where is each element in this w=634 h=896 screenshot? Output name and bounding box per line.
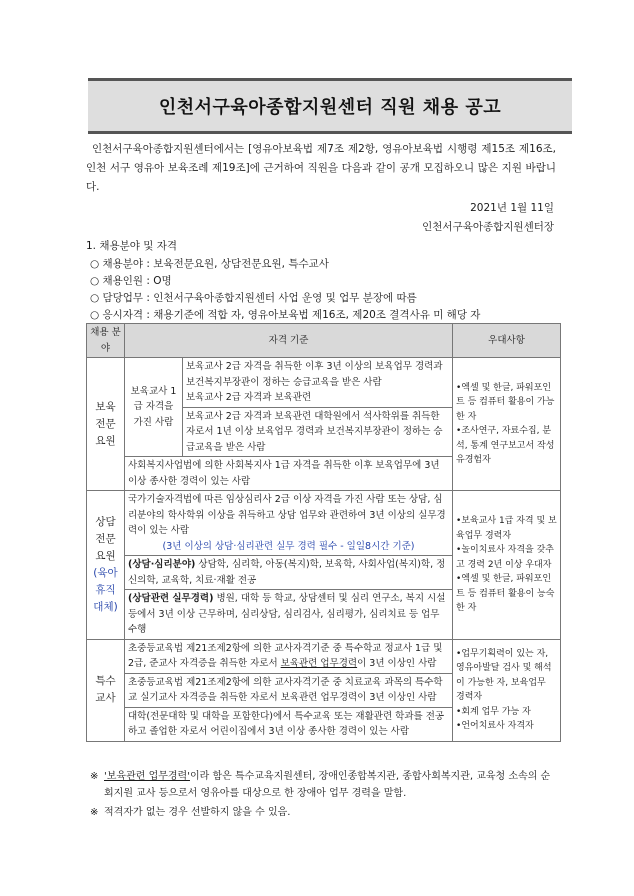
counseling-preference bbox=[453, 491, 561, 640]
special-req1-underlined: 보육관련 업무경력 bbox=[280, 658, 358, 669]
childcare-req2: 보육교사 2급 자격과 보육관련 대학원에서 석사학위를 취득한 자로서 1년 이상 보육업무 경력과 보건복지부장관이 정하는 승급교육을 받은 사람 bbox=[183, 407, 453, 457]
section-heading: 1. 채용분야 및 자격 bbox=[86, 240, 178, 252]
counseling-req3-text: 병원, 대학 등 학교, 상담센터 및 심리 연구소, 복지 시설 등에서 3년 이상 근무하며, 심리상담, 심리검사, 심리평가, 심리치료 등 업무 수행 bbox=[128, 593, 446, 635]
footnote-career-text: 이라 함은 특수교육지원센터, 장애인종합복지관, 종합사회복지관, 교육청 소속의 순회지원 교사 등으로서 영유아를 대상으로 한 장애아 업무 경력을 말함. bbox=[104, 771, 551, 799]
bullet-duties: ○ 담당업무 : 인천서구육아종합지원센터 사업 운영 및 업무 분장에 따름 bbox=[90, 292, 417, 304]
bullet-headcount: ○ 채용인원 : O명 bbox=[90, 275, 172, 287]
counseling-pref-item: •놀이치료사 자격을 갖추고 경력 2년 이상 우대자 bbox=[456, 545, 554, 570]
special-req1 bbox=[125, 639, 453, 673]
announce-date: 2021년 1월 11일 bbox=[470, 202, 554, 214]
childcare-pref-item: •조사연구, 자료수집, 분석, 통계 연구보고서 작성 유경험자 bbox=[456, 426, 555, 465]
special-preference bbox=[453, 639, 561, 741]
field-counseling-sub: (육아 휴직 대체) bbox=[93, 566, 118, 613]
issuer-name: 인천서구육아종합지원센터장 bbox=[422, 221, 554, 233]
field-special: 특수 교사 bbox=[87, 639, 125, 741]
footnote-term: '보육관련 업무경력' bbox=[104, 771, 190, 782]
field-childcare: 보육 전문 요원 bbox=[87, 358, 125, 491]
footnote-mark: ※ bbox=[90, 771, 99, 782]
special-req1-end: 이 3년 이상인 사람 bbox=[357, 658, 437, 669]
counseling-req3 bbox=[125, 590, 453, 640]
childcare-req1-a: 보육교사 2급 자격을 취득한 이후 3년 이상의 보육업무 경력과 보건복지부장관이 정하는 승급교육을 받은 사람 bbox=[186, 361, 443, 388]
counseling-req1-note: (3년 이상의 상담·심리관련 실무 경력 필수 - 일일8시간 기준) bbox=[162, 540, 415, 552]
intro-paragraph: 인천서구육아종합지원센터에서는 [영유아보육법 제7조 제2항, 영유아보육법 시행령 제15조 제16조, 인천 서구 영유아 보육조례 제19조]에 근거하여 직원을 다음과 같이 공개 모집하오니 많은 지원 바랍니다. bbox=[86, 143, 556, 193]
childcare-sub-label: 보육교사 1급 자격을 가진 사람 bbox=[125, 358, 183, 457]
header-criteria: 자격 기준 bbox=[125, 324, 453, 358]
footnote-selection bbox=[90, 804, 559, 821]
counseling-pref-item: •엑셀 및 한글, 파워포인트 등 컴퓨터 활용이 능숙한 자 bbox=[456, 574, 555, 613]
footnote-mark: ※ bbox=[90, 807, 99, 818]
header-preference: 우대사항 bbox=[453, 324, 561, 358]
special-pref-item: •언어치료사 자격자 bbox=[456, 721, 534, 731]
special-pref-item: •업무기획력이 있는 자, 영유아발달 검사 및 해석이 가능한 자, 보육업무 경력자 bbox=[456, 648, 552, 702]
childcare-req3: 사회복지사업법에 의한 사회복지사 1급 자격을 취득한 이후 보육업무에 3년 이상 종사한 경력이 있는 사람 bbox=[125, 457, 453, 491]
childcare-pref-item: •엑셀 및 한글, 파워포인트 등 컴퓨터 활용이 가능한 자 bbox=[456, 382, 555, 422]
counseling-req2-text: 상담학, 심리학, 아동(복지)학, 보육학, 사회사업(복지)학, 정신의학, 교육학, 치료·재활 전공 bbox=[128, 559, 446, 586]
childcare-req1-b: 보육교사 2급 자격과 보육관련 bbox=[186, 392, 312, 403]
counseling-req3-label: (상담관련 실무경력) bbox=[128, 593, 214, 604]
counseling-req2-label: (상담·심리분야) bbox=[128, 559, 196, 570]
field-counseling-main: 상담 전문 요원 bbox=[95, 515, 116, 562]
special-pref-item: •회계 업무 가능 자 bbox=[456, 706, 531, 717]
special-req2: 초중등교육법 제21조제2항에 의한 교사자격기준 중 치료교육 과목의 특수학교 실기교사 자격증을 취득한 자로서 보육관련 업무경력이 3년 이상인 사람 bbox=[125, 673, 453, 707]
bullet-eligibility: ○ 응시자격 : 채용기준에 적합 자, 영유아보육법 제16조, 제20조 결격사유 미 해당 자 bbox=[90, 309, 481, 321]
special-req3: 대학(전문대학 및 대학을 포함한다)에서 특수교육 또는 재활관련 학과를 전공하고 졸업한 자로서 어린이집에서 3년 이상 종사한 경력이 있는 사람 bbox=[125, 707, 453, 741]
bullet-field: ○ 채용분야 : 보육전문요원, 상담전문요원, 특수교사 bbox=[90, 258, 329, 270]
counseling-req1-text: 국가기술자격법에 따른 임상심리사 2급 이상 자격을 가진 사람 또는 상담, 심리분야의 학사학위 이상을 취득하고 상담 업무와 관련하여 3년 이상의 실무경력이 있는 사람 bbox=[128, 494, 446, 536]
childcare-preference bbox=[453, 358, 561, 491]
footnote-career bbox=[90, 768, 559, 802]
field-counseling bbox=[87, 491, 125, 640]
counseling-pref-item: •보육교사 1급 자격 및 보육업무 경력자 bbox=[456, 516, 557, 541]
childcare-req1 bbox=[183, 358, 453, 408]
title-banner bbox=[88, 78, 572, 134]
recruitment-table bbox=[86, 323, 561, 742]
counseling-req2 bbox=[125, 556, 453, 590]
header-field: 채용 분야 bbox=[87, 324, 125, 358]
footnote-selection-text: 적격자가 없는 경우 선발하지 않을 수 있음. bbox=[104, 807, 291, 818]
page-title: 인천서구육아종합지원센터 직원 채용 공고 bbox=[158, 97, 502, 118]
counseling-req1 bbox=[125, 491, 453, 556]
special-req1-text: 초중등교육법 제21조제2항에 의한 교사자격기준 중 특수학교 정교사 1급 및 2급, 준교사 자격증을 취득한 자로서 bbox=[128, 642, 443, 669]
